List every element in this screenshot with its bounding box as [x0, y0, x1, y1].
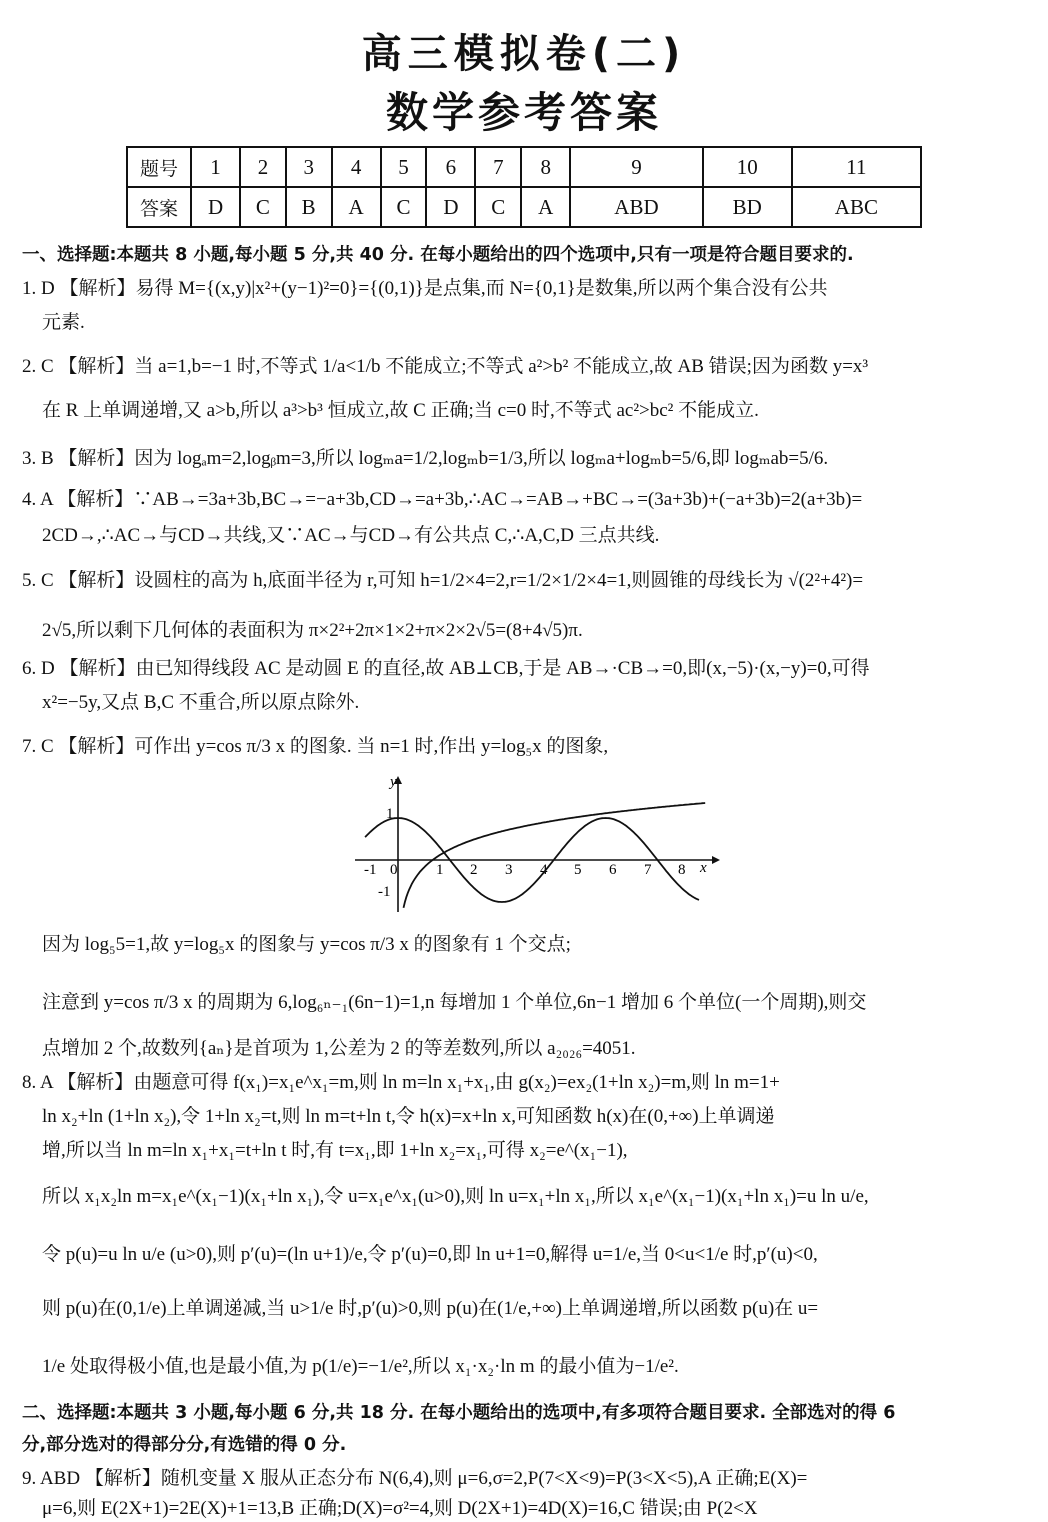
answer-cell: C	[381, 187, 427, 227]
question-number: 11	[792, 147, 921, 187]
page-subtitle: 数学参考答案	[385, 88, 662, 137]
question-number: 7	[475, 147, 521, 187]
x-tick-label: 4	[540, 862, 548, 878]
function-graph	[350, 772, 720, 916]
y-axis-label: y	[390, 774, 397, 790]
x-tick-label: 1	[436, 862, 444, 878]
row-label-answer: 答案	[127, 187, 191, 227]
x-tick-label: 2	[470, 862, 478, 878]
solution-line: 2. C 【解析】当 a=1,b=−1 时,不等式 1/a<1/b 不能成立;不等式 a²>b² 不能成立,故 AB 错误;因为函数 y=x³	[22, 356, 869, 377]
solution-line: 8. A 【解析】由题意可得 f(x₁)=x₁e^x₁=m,则 ln m=ln x₁+x₁,由 g(x₂)=ex₂(1+ln x₂)=m,则 ln m=1+	[22, 1072, 780, 1093]
solution-line: 所以 x₁x₂ln m=x₁e^(x₁−1)(x₁+ln x₁),令 u=x₁e^x₁(u>0),则 ln u=x₁+ln x₁,所以 x₁e^(x₁−1)(x₁+ln x₁)=u ln u/e,	[42, 1186, 869, 1207]
answer-cell: ABC	[792, 187, 921, 227]
question-number: 2	[240, 147, 286, 187]
x-axis-arrow-icon	[712, 856, 720, 864]
solution-line: 3. B 【解析】因为 logₐm=2,logᵦm=3,所以 logₘa=1/2,logₘb=1/3,所以 logₘa+logₘb=5/6,即 logₘab=5/6.	[22, 448, 829, 469]
question-number-row	[127, 147, 921, 187]
solution-line: 1. D 【解析】易得 M={(x,y)|x²+(y−1)²=0}={(0,1)}是点集,而 N={0,1}是数集,所以两个集合没有公共	[22, 278, 828, 299]
x-axis-label: x	[700, 860, 707, 876]
x-tick-label: 5	[574, 862, 582, 878]
section-2-heading: 二、选择题:本题共 3 小题,每小题 6 分,共 18 分. 在每小题给出的选项中,有多项符合题目要求. 全部选对的得 6	[22, 1403, 896, 1423]
answer-cell: C	[475, 187, 521, 227]
log-curve	[404, 803, 706, 908]
solution-line: 元素.	[42, 312, 85, 333]
y-tick-label: -1	[378, 884, 391, 900]
answer-cell: A	[521, 187, 570, 227]
solution-line: 2CD→,∴AC→与CD→共线,又∵AC→与CD→有公共点 C,∴A,C,D 三点共线.	[42, 525, 660, 546]
x-tick-label: 3	[505, 862, 513, 878]
solution-line: 4. A 【解析】∵AB→=3a+3b,BC→=−a+3b,CD→=a+3b,∴AC→=AB→+BC→=(3a+3b)+(−a+3b)=2(a+3b)=	[22, 489, 863, 510]
answer-row	[127, 187, 921, 227]
solution-line: 因为 log₅5=1,故 y=log₅x 的图象与 y=cos π/3 x 的图象有 1 个交点;	[42, 934, 571, 955]
x-tick-label: 6	[609, 862, 617, 878]
section-1-heading: 一、选择题:本题共 8 小题,每小题 5 分,共 40 分. 在每小题给出的四个选项中,只有一项是符合题目要求的.	[22, 245, 854, 265]
answer-cell: ABD	[570, 187, 702, 227]
section-2-heading-cont: 分,部分选对的得部分分,有选错的得 0 分.	[22, 1435, 347, 1455]
x-tick-label: -1	[364, 862, 377, 878]
solution-line: 9. ABD 【解析】随机变量 X 服从正态分布 N(6,4),则 μ=6,σ=2,P(7<X<9)=P(3<X<5),A 正确;E(X)=	[22, 1468, 808, 1489]
x-tick-label: 8	[678, 862, 686, 878]
solution-line: ln x₂+ln (1+ln x₂),令 1+ln x₂=t,则 ln m=t+ln t,令 h(x)=x+ln x,可知函数 h(x)在(0,+∞)上单调递	[42, 1106, 775, 1127]
question-number: 1	[191, 147, 240, 187]
question-number: 6	[426, 147, 475, 187]
answer-cell: C	[240, 187, 286, 227]
solution-line: 1/e 处取得极小值,也是最小值,为 p(1/e)=−1/e²,所以 x₁·x₂·ln m 的最小值为−1/e².	[42, 1356, 679, 1377]
question-number: 9	[570, 147, 702, 187]
solution-line: 点增加 2 个,故数列{aₙ}是首项为 1,公差为 2 的等差数列,所以 a₂₀₂₆=4051.	[42, 1038, 636, 1059]
solution-line: 在 R 上单调递增,又 a>b,所以 a³>b³ 恒成立,故 C 正确;当 c=0 时,不等式 ac²>bc² 不能成立.	[42, 400, 759, 421]
row-label-number: 题号	[127, 147, 191, 187]
question-number: 5	[381, 147, 427, 187]
question-number: 10	[703, 147, 792, 187]
x-tick-label: 0	[390, 862, 398, 878]
solution-line: x²=−5y,又点 B,C 不重合,所以原点除外.	[42, 692, 360, 713]
solution-line: 则 p(u)在(0,1/e)上单调递减,当 u>1/e 时,p′(u)>0,则 p(u)在(1/e,+∞)上单调递增,所以函数 p(u)在 u=	[42, 1298, 819, 1319]
x-tick-label: 7	[644, 862, 652, 878]
answer-cell: BD	[703, 187, 792, 227]
graph-svg	[350, 772, 720, 916]
y-tick-label: 1	[386, 806, 394, 822]
solution-line: 5. C 【解析】设圆柱的高为 h,底面半径为 r,可知 h=1/2×4=2,r=1/2×1/2×4=1,则圆锥的母线长为 √(2²+4²)=	[22, 570, 864, 591]
page-title: 高三模拟卷(二)	[361, 31, 687, 77]
solution-line: 2√5,所以剩下几何体的表面积为 π×2²+2π×1×2+π×2×2√5=(8+4√5)π.	[42, 620, 583, 641]
solution-line: μ=6,则 E(2X+1)=2E(X)+1=13,B 正确;D(X)=σ²=4,则 D(2X+1)=4D(X)=16,C 错误;由 P(2<X	[42, 1498, 758, 1519]
answer-cell: D	[191, 187, 240, 227]
solution-line: 注意到 y=cos π/3 x 的周期为 6,log₆ₙ₋₁(6n−1)=1,n 每增加 1 个单位,6n−1 增加 6 个单位(一个周期),则交	[42, 992, 867, 1013]
answer-cell: B	[286, 187, 332, 227]
question-number: 4	[332, 147, 381, 187]
question-number: 3	[286, 147, 332, 187]
question-number: 8	[521, 147, 570, 187]
solution-line: 7. C 【解析】可作出 y=cos π/3 x 的图象. 当 n=1 时,作出 y=log₅x 的图象,	[22, 736, 609, 757]
answer-table	[126, 146, 922, 228]
answer-cell: D	[426, 187, 475, 227]
answer-cell: A	[332, 187, 381, 227]
solution-line: 6. D 【解析】由已知得线段 AC 是动圆 E 的直径,故 AB⊥CB,于是 AB→·CB→=0,即(x,−5)·(x,−y)=0,可得	[22, 658, 870, 679]
solution-line: 增,所以当 ln m=ln x₁+x₁=t+ln t 时,有 t=x₁,即 1+ln x₂=x₁,可得 x₂=e^(x₁−1),	[42, 1140, 628, 1161]
solution-line: 令 p(u)=u ln u/e (u>0),则 p′(u)=(ln u+1)/e,令 p′(u)=0,即 ln u+1=0,解得 u=1/e,当 0<u<1/e 时,p′(u)<0,	[42, 1244, 818, 1265]
